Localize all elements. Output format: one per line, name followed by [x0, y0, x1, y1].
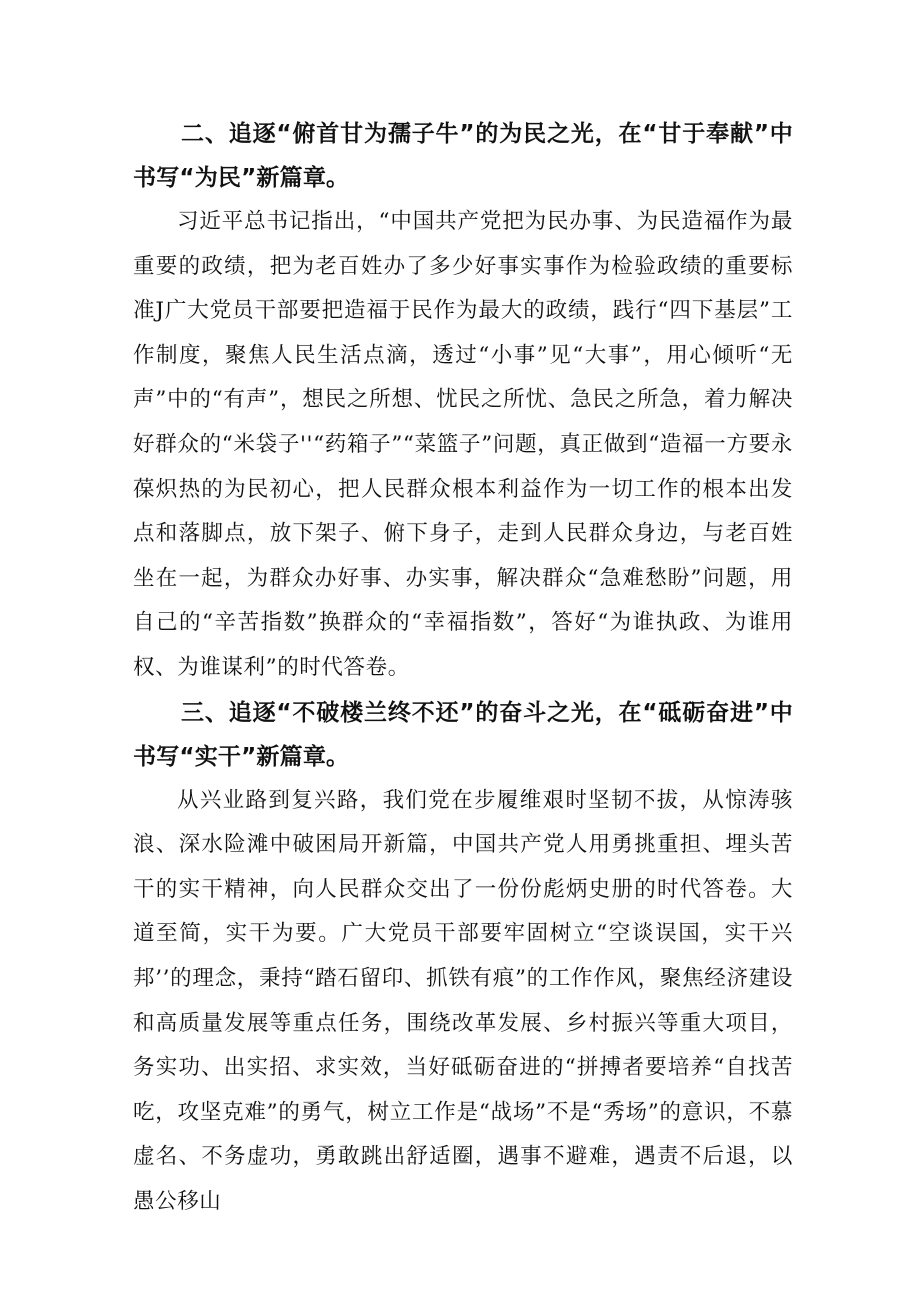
document-body — [133, 112, 793, 1224]
section-2-paragraph: 习近平总书记指出，“中国共产党把为民办事、为民造福作为最重要的政绩，把为老百姓办了多少好事实事作为检验政绩的重要标准J广大党员干部要把造福于民作为最大的政绩，践行“四下基层”工作制度，聚焦人民生活点滴，透过“小事”见“大事”，用心倾听“无声”中的“有声”，想民之所想、忧民之所忧、急民之所急，着力解决好群众的“米袋子''“药箱子”“菜篮子”问题，真正做到“造福一方要永葆炽热的为民初心，把人民群众根本利益作为一切工作的根本出发点和落脚点，放下架子、俯下身子，走到人民群众身边，与老百姓坐在一起，为群众办好事、办实事，解决群众“急难愁盼”问题，用自己的“辛苦指数”换群众的“幸福指数”，答好“为谁执政、为谁用权、为谁谋利”的时代答卷。 — [133, 209, 793, 680]
section-3-heading: 三、追逐“不破楼兰终不还”的奋斗之光，在“砥砺奋进”中书写“实干”新篇章。 — [133, 699, 793, 770]
section-3-paragraph: 从兴业路到复兴路，我们党在步履维艰时坚韧不拔，从惊涛骇浪、深水险滩中破困局开新篇，中国共产党人用勇挑重担、埋头苦干的实干精神，向人民群众交出了一份份彪炳史册的时代答卷。大道至简，实干为要。广大党员干部要牢固树立“空谈误国，实干兴邦’’的理念，秉持“踏石留印、抓铁有痕”的工作作风，聚焦经济建设和高质量发展等重点任务，围绕改革发展、乡村振兴等重大项目，务实功、出实招、求实效，当好砥砺奋进的“拼搏者要培养“自找苦吃，攻坚克难”的勇气，树立工作是“战场”不是“秀场”的意识，不慕虚名、不务虚功，勇敢跳出舒适圈，遇事不避难，遇责不后退，以愚公移山 — [133, 787, 793, 1214]
section-2-heading: 二、追逐“俯首甘为孺子牛”的为民之光，在“甘于奉献”中书写“为民”新篇章。 — [133, 121, 793, 191]
